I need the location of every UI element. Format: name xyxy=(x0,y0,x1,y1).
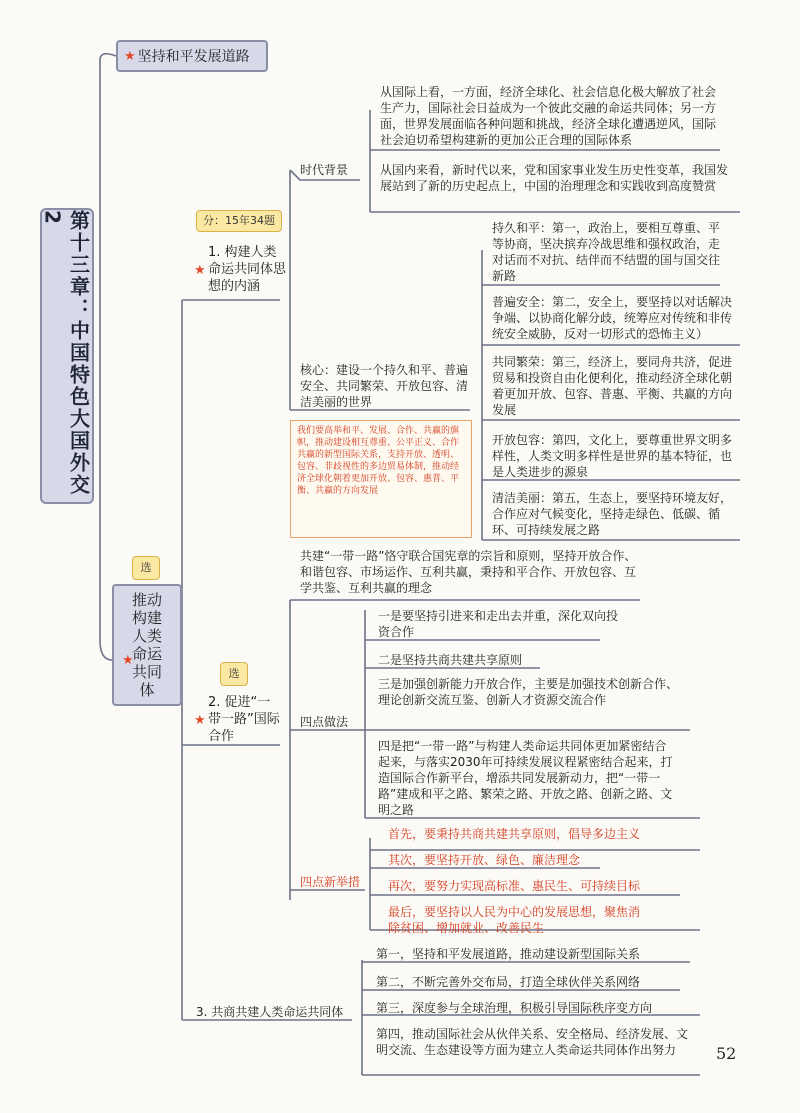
branch2-label: 2. 促进“一带一路”国际合作 xyxy=(208,695,280,744)
four-point-1: 一是要坚持引进来和走出去并重，深化双向投资合作 xyxy=(378,609,619,639)
branch3-label: 3. 共商共建人类命运共同体 xyxy=(196,1005,344,1019)
four-point-4: 四是把“一带一路”与构建人类命运共同体更加紧密结合起来，与落实2030年可持续发展议程紧密结合起来，打造国际合作新平台，增添共同发展新动力，把“一带一路”建成和平之路、繁荣之路、开放之路、创新之路、文明之路 xyxy=(378,739,673,817)
top-node xyxy=(116,40,268,72)
new-measures-label: 四点新举措 xyxy=(300,875,361,889)
new-measure-1: 首先，要秉持共商共建共享原则，倡导多边主义 xyxy=(388,827,641,841)
sub-node xyxy=(112,584,182,706)
core-item-prosperity: 共同繁荣：第三，经济上，要同舟共济，促进贸易和投资自由化便利化，推动经济全球化朝着更加开放、包容、普惠、平衡、共赢的方向发展 xyxy=(492,355,733,417)
star-icon: ★ xyxy=(124,48,136,64)
four-point-2: 二是坚持共商共建共享原则 xyxy=(378,653,523,667)
page-number: 52 xyxy=(716,1044,737,1063)
branch1-node xyxy=(196,244,286,295)
new-measure-3: 再次，要努力实现高标准、惠民生、可持续目标 xyxy=(388,879,641,893)
core-label: 核心：建设一个持久和平、普遍安全、共同繁荣、开放包容、清洁美丽的世界 xyxy=(300,363,469,409)
branch3-item-1: 第一，坚持和平发展道路，推动建设新型国际关系 xyxy=(376,947,641,961)
new-measure-2: 其次，要坚持开放、绿色、廉洁理念 xyxy=(388,853,581,867)
branch1-label: 1. 构建人类命运共同体思想的内涵 xyxy=(208,245,287,294)
branch3-item-4: 第四，推动国际社会从伙伴关系、安全格局、经济发展、文明交流、生态建设等方面为建立人类命运共同体作出努力 xyxy=(376,1027,689,1057)
score-tag: 分：15年34题 xyxy=(196,210,282,232)
four-point-3: 三是加强创新能力开放合作，主要是加强技术创新合作、理论创新交流互鉴、创新人才资源交流合作 xyxy=(378,677,679,707)
branch3-item-2: 第二，不断完善外交布局，打造全球伙伴关系网络 xyxy=(376,975,641,989)
red-note: 我们要高举和平、发展、合作、共赢的旗帜，推动建设相互尊重、公平正义、合作共赢的新型国际关系，支持开放、透明、包容、非歧视性的多边贸易体制，推动经济全球化朝着更加开放、包容、惠普、平衡、共赢的方向发展 xyxy=(290,420,472,538)
core-item-peace: 持久和平：第一，政治上，要相互尊重、平等协商，坚决摈弃冷战思维和强权政治，走对话而不对抗、结伴而不结盟的国与国交往新路 xyxy=(492,221,721,283)
background-label: 时代背景 xyxy=(300,163,349,177)
select-tag: 选 xyxy=(132,556,160,580)
top-node-label: 坚持和平发展道路 xyxy=(137,49,250,65)
core-item-clean: 清洁美丽：第五，生态上，要坚持环境友好，合作应对气候变化，坚持走绿色、低碳、循环、可持续发展之路 xyxy=(492,491,733,537)
four-points-label: 四点做法 xyxy=(300,715,349,729)
star-icon: ★ xyxy=(122,653,134,668)
background-item-1: 从国际上看，一方面，经济全球化、社会信息化极大解放了社会生产力，国际社会日益成为一个彼此交融的命运共同体；另一方面，世界发展面临各种问题和挑战，经济全球化遭遇逆风，国际社会迫切希望构建新的更加公正合理的国际体系 xyxy=(380,85,717,147)
select-tag: 选 xyxy=(220,662,248,686)
branch2-node xyxy=(196,694,282,745)
branch2-intro: 共建“一带一路”恪守联合国宪章的宗旨和原则，坚持开放合作、和谐包容、市场运作、互利共赢，秉持和平合作、开放包容、互学共鉴、互利共赢的理念 xyxy=(300,549,637,595)
star-icon: ★ xyxy=(194,263,206,278)
star-icon: ★ xyxy=(194,713,206,728)
background-item-2: 从国内来看，新时代以来，党和国家事业发生历史性变革，我国发展站到了新的历史起点上，中国的治理理念和实践收到高度赞赏 xyxy=(380,163,729,193)
core-item-security: 普遍安全：第二，安全上，要坚持以对话解决争端、以协商化解分歧，统筹应对传统和非传统安全威胁，反对一切形式的恐怖主义） xyxy=(492,295,733,341)
chapter-title: 第十三章：中国特色大国外交2 xyxy=(40,208,94,504)
sub-node-label: 推动构建人类命运共同体 xyxy=(131,591,162,699)
core-item-openness: 开放包容：第四，文化上，要尊重世界文明多样性，人类文明多样性是世界的基本特征，也是人类进步的源泉 xyxy=(492,433,733,479)
new-measure-4: 最后，要坚持以人民为中心的发展思想，聚焦消除贫困、增加就业、改善民生 xyxy=(388,905,641,935)
branch3-item-3: 第三，深度参与全球治理，积极引导国际秩序变方向 xyxy=(376,1001,653,1015)
